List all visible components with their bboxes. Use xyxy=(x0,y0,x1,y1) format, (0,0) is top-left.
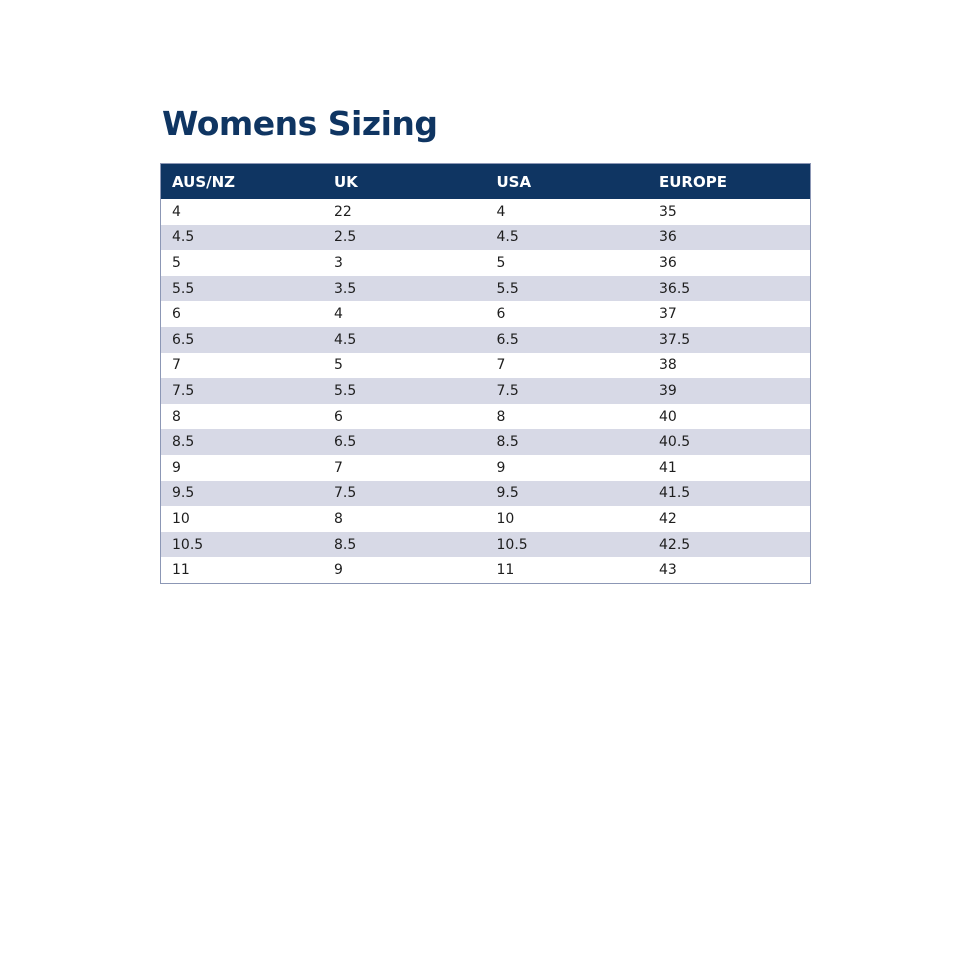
table-cell-usa: 9.5 xyxy=(486,481,649,507)
table-cell-europe: 43 xyxy=(648,557,811,583)
table-cell-europe: 36 xyxy=(648,250,811,276)
table-cell-aus-nz: 9.5 xyxy=(161,481,324,507)
table-cell-uk: 6 xyxy=(323,404,486,430)
table-cell-europe: 35 xyxy=(648,199,811,225)
table-row xyxy=(161,378,811,404)
table-cell-uk: 8.5 xyxy=(323,532,486,558)
table-row xyxy=(161,455,811,481)
column-header-aus-nz: AUS/NZ xyxy=(161,164,324,200)
table-cell-aus-nz: 8.5 xyxy=(161,429,324,455)
table-row xyxy=(161,353,811,379)
table-cell-uk: 5.5 xyxy=(323,378,486,404)
table-cell-aus-nz: 4 xyxy=(161,199,324,225)
table-row xyxy=(161,225,811,251)
table-cell-usa: 4 xyxy=(486,199,649,225)
table-cell-aus-nz: 10 xyxy=(161,506,324,532)
table-row xyxy=(161,481,811,507)
table-cell-usa: 5 xyxy=(486,250,649,276)
table-cell-usa: 6 xyxy=(486,301,649,327)
table-cell-uk: 4.5 xyxy=(323,327,486,353)
table-cell-aus-nz: 10.5 xyxy=(161,532,324,558)
table-cell-usa: 8 xyxy=(486,404,649,430)
column-header-europe: EUROPE xyxy=(648,164,811,200)
table-cell-europe: 42.5 xyxy=(648,532,811,558)
table-cell-europe: 41.5 xyxy=(648,481,811,507)
table-cell-europe: 36 xyxy=(648,225,811,251)
table-cell-aus-nz: 6 xyxy=(161,301,324,327)
table-cell-aus-nz: 5 xyxy=(161,250,324,276)
table-row xyxy=(161,506,811,532)
table-cell-europe: 40 xyxy=(648,404,811,430)
table-cell-uk: 5 xyxy=(323,353,486,379)
table-cell-europe: 40.5 xyxy=(648,429,811,455)
table-cell-uk: 8 xyxy=(323,506,486,532)
table-row xyxy=(161,429,811,455)
table-cell-usa: 10 xyxy=(486,506,649,532)
table-cell-aus-nz: 7.5 xyxy=(161,378,324,404)
table-cell-uk: 3 xyxy=(323,250,486,276)
table-cell-usa: 8.5 xyxy=(486,429,649,455)
column-header-usa: USA xyxy=(486,164,649,200)
table-cell-usa: 7.5 xyxy=(486,378,649,404)
table-header xyxy=(161,164,811,200)
table-cell-usa: 4.5 xyxy=(486,225,649,251)
table-cell-uk: 3.5 xyxy=(323,276,486,302)
table-cell-usa: 10.5 xyxy=(486,532,649,558)
table-cell-usa: 9 xyxy=(486,455,649,481)
table-cell-usa: 6.5 xyxy=(486,327,649,353)
table-cell-europe: 37 xyxy=(648,301,811,327)
table-row xyxy=(161,557,811,583)
table-cell-uk: 7 xyxy=(323,455,486,481)
table-cell-europe: 41 xyxy=(648,455,811,481)
table-cell-aus-nz: 8 xyxy=(161,404,324,430)
table-row xyxy=(161,301,811,327)
table-cell-europe: 38 xyxy=(648,353,811,379)
table-row xyxy=(161,327,811,353)
table-cell-uk: 6.5 xyxy=(323,429,486,455)
table-cell-europe: 42 xyxy=(648,506,811,532)
table-row xyxy=(161,276,811,302)
page-title: Womens Sizing xyxy=(162,104,438,143)
table-header-row xyxy=(161,164,811,200)
table-cell-aus-nz: 7 xyxy=(161,353,324,379)
table-cell-europe: 37.5 xyxy=(648,327,811,353)
table-cell-aus-nz: 6.5 xyxy=(161,327,324,353)
table-row xyxy=(161,199,811,225)
size-chart-table xyxy=(160,163,811,584)
table-cell-europe: 39 xyxy=(648,378,811,404)
table-cell-uk: 22 xyxy=(323,199,486,225)
table-row xyxy=(161,250,811,276)
table-cell-aus-nz: 11 xyxy=(161,557,324,583)
table-cell-aus-nz: 4.5 xyxy=(161,225,324,251)
table-cell-europe: 36.5 xyxy=(648,276,811,302)
table-cell-aus-nz: 5.5 xyxy=(161,276,324,302)
column-header-uk: UK xyxy=(323,164,486,200)
table-cell-uk: 9 xyxy=(323,557,486,583)
table-cell-uk: 7.5 xyxy=(323,481,486,507)
table-row xyxy=(161,404,811,430)
table-body xyxy=(161,199,811,583)
table-cell-aus-nz: 9 xyxy=(161,455,324,481)
table-cell-usa: 7 xyxy=(486,353,649,379)
table-row xyxy=(161,532,811,558)
table-cell-usa: 5.5 xyxy=(486,276,649,302)
table-cell-uk: 4 xyxy=(323,301,486,327)
table-cell-usa: 11 xyxy=(486,557,649,583)
table-cell-uk: 2.5 xyxy=(323,225,486,251)
